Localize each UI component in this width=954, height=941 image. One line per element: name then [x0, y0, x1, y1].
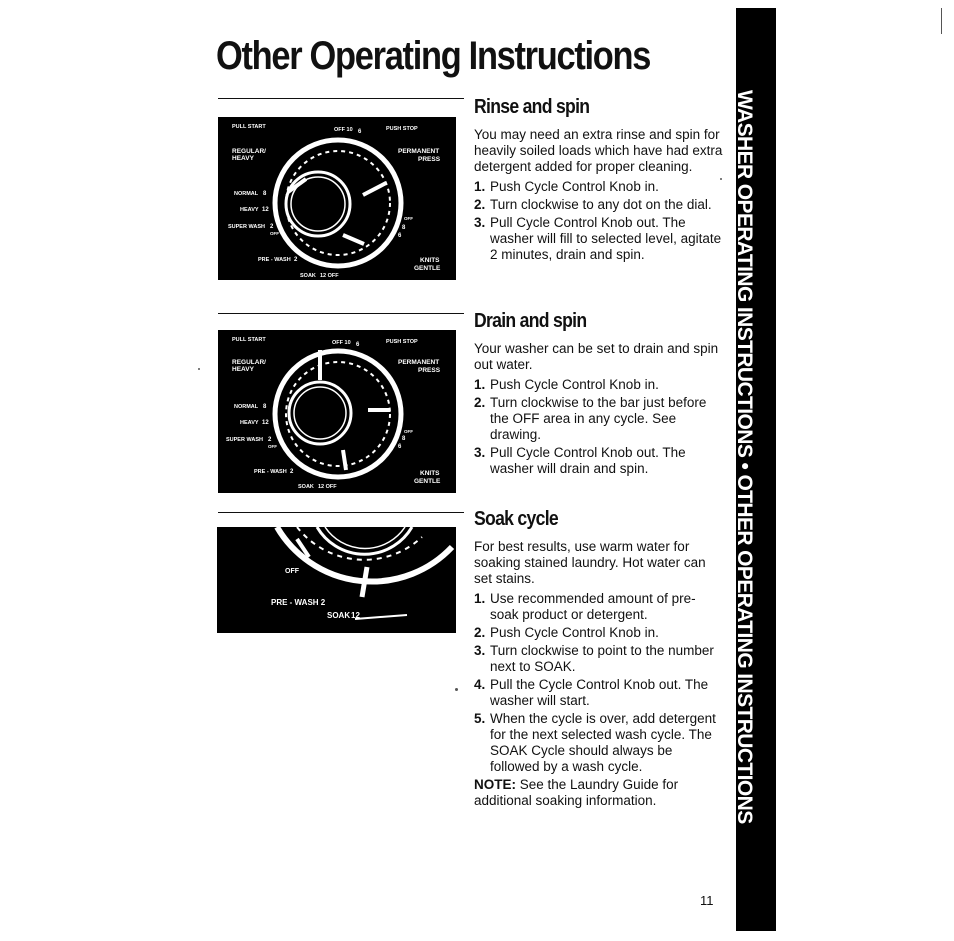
label-8-right: 8: [402, 225, 406, 231]
label-knits: KNITS: [420, 470, 440, 477]
label-off10: OFF 10: [332, 340, 351, 346]
label-pull-start: PULL START: [232, 337, 266, 343]
section-title: Soak cycle: [474, 508, 558, 530]
step-item: [474, 377, 724, 393]
label-pre-2: 2: [290, 469, 294, 475]
step-text: Pull Cycle Control Knob out. The washer will fill to selected level, agitate 2 minutes, drain and spin.: [490, 215, 722, 262]
label-heavy12: HEAVY: [240, 207, 259, 213]
step-item: [474, 677, 724, 709]
label-pull-start: PULL START: [232, 124, 266, 130]
soak-dial-closeup-illustration: [217, 527, 456, 633]
step-text: Turn clockwise to any dot on the dial.: [490, 197, 712, 212]
step-item: [474, 445, 724, 477]
label-6-right: 6: [398, 444, 402, 450]
label-soak: SOAK: [327, 611, 351, 620]
scan-mark: [198, 368, 200, 370]
label-soak-12: 12: [351, 611, 360, 620]
label-off-small: OFF: [270, 231, 279, 236]
side-tab-label: WASHER OPERATING INSTRUCTIONS • OTHER OPERATING INSTRUCTIONS: [733, 90, 756, 824]
step-number: 1.: [474, 377, 486, 392]
label-pre-wash: PRE - WASH: [258, 257, 291, 263]
step-text: Turn clockwise to point to the number next to SOAK.: [490, 643, 714, 674]
label-heavy: HEAVY: [232, 366, 254, 373]
label-super-2: 2: [268, 437, 272, 443]
step-number: 2.: [474, 625, 486, 640]
note-text: See the Laundry Guide for additional soaking information.: [474, 777, 679, 808]
section-rinse-and-spin: [474, 96, 724, 265]
step-number: 2.: [474, 197, 486, 212]
label-press: PRESS: [418, 367, 441, 374]
note-label: NOTE:: [474, 777, 516, 792]
label-push-stop: PUSH STOP: [386, 126, 418, 132]
section-intro: For best results, use warm water for soaking stained laundry. Hot water can set stains.: [474, 539, 706, 586]
label-off-right: OFF: [404, 429, 413, 434]
label-super-wash: SUPER WASH: [226, 437, 263, 443]
step-text: Push Cycle Control Knob in.: [490, 179, 659, 194]
scan-mark: [720, 178, 722, 180]
section-title: Drain and spin: [474, 310, 587, 332]
label-gentle: GENTLE: [414, 478, 441, 485]
step-text: When the cycle is over, add detergent for the next selected wash cycle. The SOAK Cycle should always be followed by a wash cycle.: [490, 711, 716, 774]
step-text: Pull the Cycle Control Knob out. The washer will start.: [490, 677, 709, 708]
label-permanent: PERMANENT: [398, 148, 440, 155]
label-pre-2: 2: [294, 257, 298, 263]
section-intro: You may need an extra rinse and spin for heavily soiled loads which have had extra detergent added for proper cleaning.: [474, 127, 723, 174]
scan-mark: [455, 688, 458, 691]
step-number: 2.: [474, 395, 486, 410]
side-tab: [733, 8, 776, 931]
steps-list: [474, 591, 724, 775]
step-text: Use recommended amount of pre-soak product or detergent.: [490, 591, 696, 622]
scan-mark: [941, 8, 942, 34]
step-item: [474, 591, 724, 623]
label-off: OFF: [285, 568, 299, 575]
rinse-spin-dial-illustration: [218, 117, 456, 280]
step-item: [474, 711, 724, 775]
label-regular: REGULAR/: [232, 148, 266, 155]
label-off-right: OFF: [404, 216, 413, 221]
step-item: [474, 197, 724, 213]
divider-soak: [218, 512, 464, 513]
step-item: [474, 215, 724, 263]
label-regular: REGULAR/: [232, 359, 266, 366]
label-soak: SOAK: [298, 484, 314, 490]
page-number: 11: [700, 893, 714, 908]
label-pre-wash-2: PRE - WASH 2: [271, 598, 326, 607]
label-soak-12off: 12 OFF: [318, 484, 337, 490]
divider-drain: [218, 313, 464, 314]
label-heavy-12: 12: [262, 420, 269, 426]
label-heavy: HEAVY: [232, 155, 254, 162]
section-intro: Your washer can be set to drain and spin out water.: [474, 341, 719, 372]
label-heavy-12: 12: [262, 207, 269, 213]
step-number: 3.: [474, 643, 486, 658]
step-item: [474, 643, 724, 675]
label-off-small: OFF: [268, 444, 277, 449]
step-text: Turn clockwise to the bar just before the OFF area in any cycle. See drawing.: [490, 395, 707, 442]
step-number: 3.: [474, 215, 486, 230]
drain-spin-dial-illustration: [218, 330, 456, 493]
step-text: Push Cycle Control Knob in.: [490, 377, 659, 392]
label-normal-8: 8: [263, 404, 267, 410]
section-title: Rinse and spin: [474, 96, 590, 118]
label-knits: KNITS: [420, 257, 440, 264]
steps-list: [474, 377, 724, 477]
section-drain-and-spin: [474, 310, 724, 479]
step-number: 3.: [474, 445, 486, 460]
label-6: 6: [356, 342, 360, 348]
steps-list: [474, 179, 724, 263]
step-number: 5.: [474, 711, 486, 726]
label-soak-12off: 12 OFF: [320, 273, 339, 279]
step-item: [474, 395, 724, 443]
label-normal-8: 8: [263, 191, 267, 197]
label-press: PRESS: [418, 156, 441, 163]
divider-rinse: [218, 98, 464, 99]
label-pre-wash: PRE - WASH: [254, 469, 287, 475]
label-6-right: 6: [398, 233, 402, 239]
label-permanent: PERMANENT: [398, 359, 440, 366]
label-super-wash: SUPER WASH: [228, 224, 265, 230]
step-number: 4.: [474, 677, 486, 692]
label-push-stop: PUSH STOP: [386, 339, 418, 345]
label-6: 6: [358, 129, 362, 135]
section-soak-cycle: [474, 508, 724, 809]
step-number: 1.: [474, 179, 486, 194]
label-gentle: GENTLE: [414, 265, 441, 272]
step-item: [474, 625, 724, 641]
label-super-2: 2: [270, 224, 274, 230]
label-heavy12: HEAVY: [240, 420, 259, 426]
label-off10: OFF 10: [334, 127, 353, 133]
step-number: 1.: [474, 591, 486, 606]
step-text: Push Cycle Control Knob in.: [490, 625, 659, 640]
label-8-right: 8: [402, 436, 406, 442]
label-normal: NORMAL: [234, 404, 259, 410]
note: [474, 777, 724, 809]
step-text: Pull Cycle Control Knob out. The washer will drain and spin.: [490, 445, 686, 476]
step-item: [474, 179, 724, 195]
label-soak: SOAK: [300, 273, 316, 279]
label-normal: NORMAL: [234, 191, 259, 197]
page-title: Other Operating Instructions: [216, 34, 651, 78]
